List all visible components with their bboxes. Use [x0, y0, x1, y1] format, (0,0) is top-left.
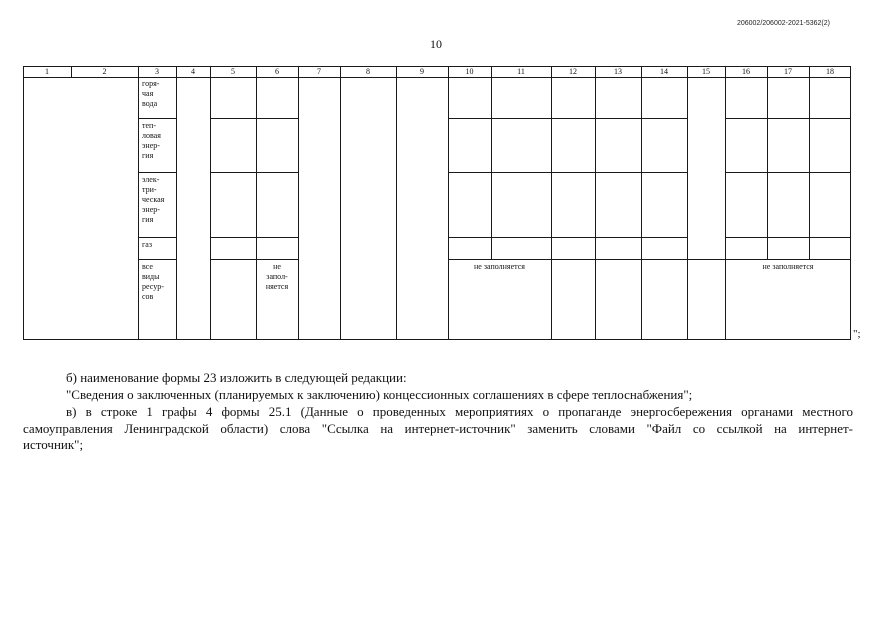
- column-header: 3: [155, 67, 159, 76]
- row-label-all-resources: все виды ресур- сов: [142, 262, 164, 301]
- row-label-hot-water: горя- чая вода: [142, 79, 160, 108]
- column-header: 11: [517, 67, 525, 76]
- column-header: 15: [702, 67, 710, 76]
- column-header: 2: [102, 67, 107, 76]
- col6-not-filled-note: не запол- няется: [265, 262, 289, 291]
- column-header: 17: [784, 67, 792, 76]
- column-header: 16: [742, 67, 750, 76]
- table-closing-quote: ";: [853, 328, 861, 340]
- merged-not-filled-note-right: не заполняется: [762, 262, 814, 271]
- column-header: 14: [660, 67, 668, 76]
- page-number: 10: [430, 37, 442, 51]
- row-label-gas: газ: [142, 240, 152, 249]
- column-header: 4: [191, 67, 195, 76]
- column-header: 8: [366, 67, 370, 76]
- paragraph-v-line2: самоуправления Ленинградской области) слова "Ссылка на интернет-источник" заменить словами "Файл со ссылкой на интернет-: [23, 421, 853, 436]
- column-header: 7: [317, 67, 321, 76]
- column-header: 18: [826, 67, 834, 76]
- column-header: 12: [569, 67, 577, 76]
- paragraph-v-line1: в) в строке 1 графы 4 формы 25.1 (Данные о проведенных мероприятиях о пропаганде энергосбережения органами местного: [66, 404, 853, 419]
- column-header: 9: [420, 67, 424, 76]
- column-header: 1: [45, 67, 49, 76]
- paragraph-b: б) наименование формы 23 изложить в следующей редакции:: [66, 370, 407, 385]
- column-header: 6: [275, 67, 279, 76]
- row-label-electric-energy: элек- три- ческая энер- гия: [142, 175, 165, 224]
- paragraph-form-23-title: "Сведения о заключенных (планируемых к заключению) концессионных соглашениях в сфере теплоснабжения";: [66, 387, 693, 402]
- merged-not-filled-note-left: не заполняется: [474, 262, 525, 271]
- column-header: 10: [465, 67, 474, 76]
- column-header: 5: [231, 67, 235, 76]
- document-id: 206002/206002-2021-5362(2): [736, 20, 830, 27]
- column-header: 13: [614, 67, 622, 76]
- paragraph-v-line3: источник";: [23, 437, 84, 452]
- row-label-heat-energy: теп- ловая энер- гия: [142, 121, 161, 160]
